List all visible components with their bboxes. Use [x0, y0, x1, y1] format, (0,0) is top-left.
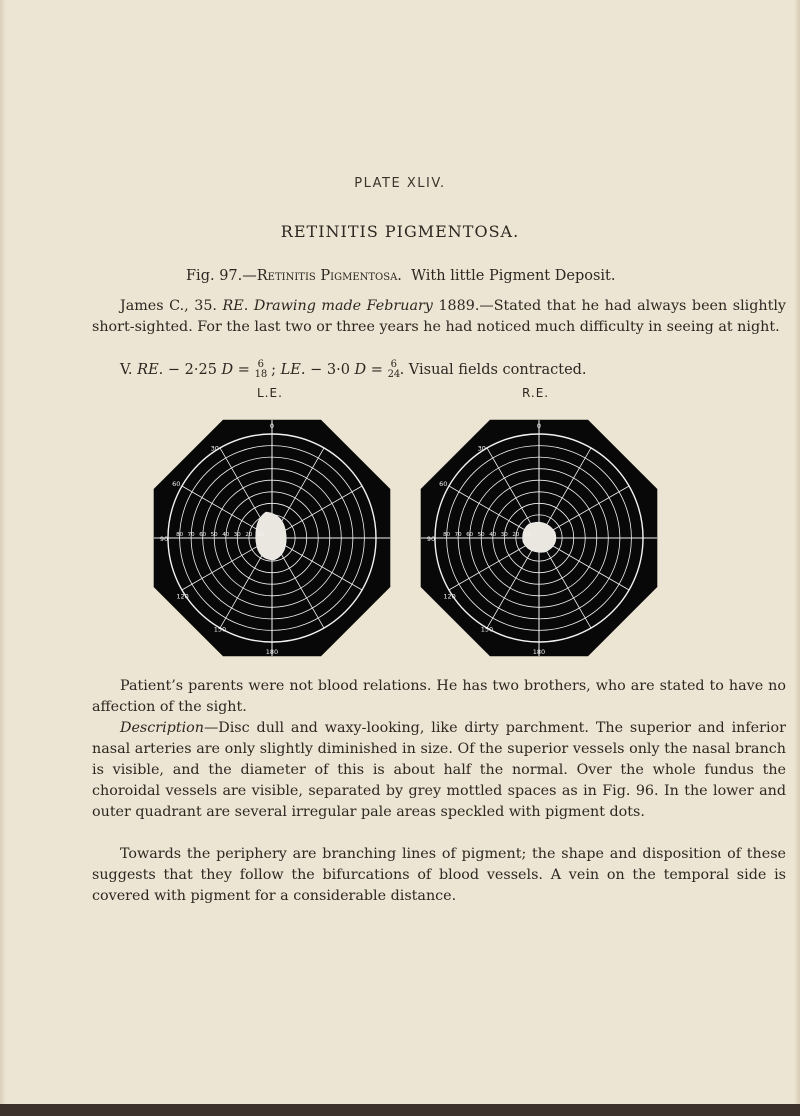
vision-d1: D [221, 362, 234, 378]
case-intro [92, 296, 786, 338]
figure-number: Fig. 97. [186, 268, 243, 284]
chart-radial-label: 70 [187, 532, 195, 538]
chart-radial-label: 70 [454, 532, 462, 538]
page-edge-left [0, 0, 6, 1116]
chart-radial-label: 40 [222, 532, 230, 538]
chart-degree-label: 90 [159, 535, 169, 543]
left-eye-label: L.E. [257, 386, 283, 400]
vision-re-value: − 2·25 [163, 362, 222, 378]
vision-re-label: RE. [137, 362, 164, 378]
paragraph-history-text: Patient’s parents were not blood relations. He has two brothers, who are stated to have no affection of the sight. [92, 678, 786, 715]
chart-degree-label: 120 [443, 592, 456, 601]
chart-degree-label: 0 [536, 422, 542, 430]
vision-le-value: − 3·0 [305, 362, 355, 378]
chart-radial-label: 30 [500, 532, 508, 538]
vision-line [120, 359, 587, 380]
paragraph-periphery-text: Towards the periphery are branching lines of pigment; the shape and disposition of these suggests that they follow the bifurcations of blood vessels. A vein on the temporal side is covered with pigment for a considerable distance. [92, 846, 786, 904]
figure-name: —Retinitis Pigmentosa. [242, 268, 402, 284]
drawing-note: Drawing made February [253, 298, 433, 314]
chart-degree-label: 180 [265, 648, 279, 656]
page-edge-right [794, 0, 800, 1116]
chart-degree-label: 150 [213, 625, 227, 634]
paragraph-history [92, 676, 786, 718]
right-eye-label: R.E. [522, 386, 550, 400]
vision-v: V. [120, 362, 133, 378]
paragraph-description-text: —Disc dull and waxy-looking, like dirty parchment. The superior and inferior nasal arteries are only slightly diminished in size. Of the superior vessels only the nasal branch is visible, and the diameter of this is about half the normal. Over the whole fundus the choroidal vessels are visible, separated by grey mottled spaces as in Fig. 96. In the lower and outer quadrant are several irregular pale areas speckled with pigment dots. [92, 720, 786, 820]
le-frac-den: 24 [387, 369, 401, 380]
description-label: Description [120, 720, 204, 736]
chart-radial-label: 10 [523, 532, 531, 538]
chart-degree-label: 180 [532, 648, 546, 656]
vision-le-fraction [387, 359, 401, 380]
bottom-binding-band [0, 1104, 800, 1116]
figure-caption-rest: With little Pigment Deposit. [411, 268, 616, 284]
patient-name: James C., 35. [120, 298, 217, 314]
eye-abbr: RE. [222, 298, 249, 314]
vision-re-fraction [254, 359, 268, 380]
chart-radial-label: 50 [210, 532, 218, 538]
vision-eq1: = [233, 362, 255, 378]
paragraph-description [92, 718, 786, 823]
plate-number: PLATE XLIV. [354, 176, 446, 191]
vision-tail: . Visual fields contracted. [399, 362, 587, 378]
figure-caption [186, 268, 786, 284]
case-intro-text: —Stated that he had always been slightly short-sighted. For the last two or three years he had noticed much difficulty in seeing at night. [92, 298, 786, 335]
vision-eq2: = [366, 362, 388, 378]
chart-degree-label: 60 [172, 480, 181, 488]
re-frac-den: 18 [254, 369, 268, 380]
vision-d2: D [354, 362, 367, 378]
chart-degree-label: 150 [480, 625, 494, 634]
left-eye-perimetry-chart [142, 403, 402, 663]
chart-radial-label: 30 [233, 532, 241, 538]
chart-radial-label: 80 [176, 532, 184, 538]
drawing-year: 1889. [438, 298, 480, 314]
page-title: RETINITIS PIGMENTOSA. [280, 222, 520, 241]
chart-radial-label: 80 [443, 532, 451, 538]
vision-le-label: LE. [280, 362, 306, 378]
chart-degree-label: 30 [210, 444, 219, 453]
chart-degree-label: 60 [439, 480, 448, 488]
right-eye-perimetry-chart [409, 403, 669, 663]
chart-radial-label: 60 [199, 532, 207, 538]
chart-degree-label: 30 [477, 444, 486, 453]
re-frac-num: 6 [257, 359, 264, 370]
chart-radial-label: 20 [512, 532, 520, 538]
chart-radial-label: 40 [489, 532, 497, 538]
chart-radial-label: 60 [466, 532, 474, 538]
chart-radial-label: 50 [477, 532, 485, 538]
vision-sep: ; [266, 362, 281, 378]
chart-radial-label: 10 [256, 532, 264, 538]
le-frac-num: 6 [390, 359, 397, 370]
chart-degree-label: 0 [269, 422, 275, 430]
chart-degree-label: 120 [176, 592, 189, 601]
chart-radial-label: 20 [245, 532, 253, 538]
chart-degree-label: 90 [426, 535, 436, 543]
paragraph-periphery [92, 844, 786, 907]
